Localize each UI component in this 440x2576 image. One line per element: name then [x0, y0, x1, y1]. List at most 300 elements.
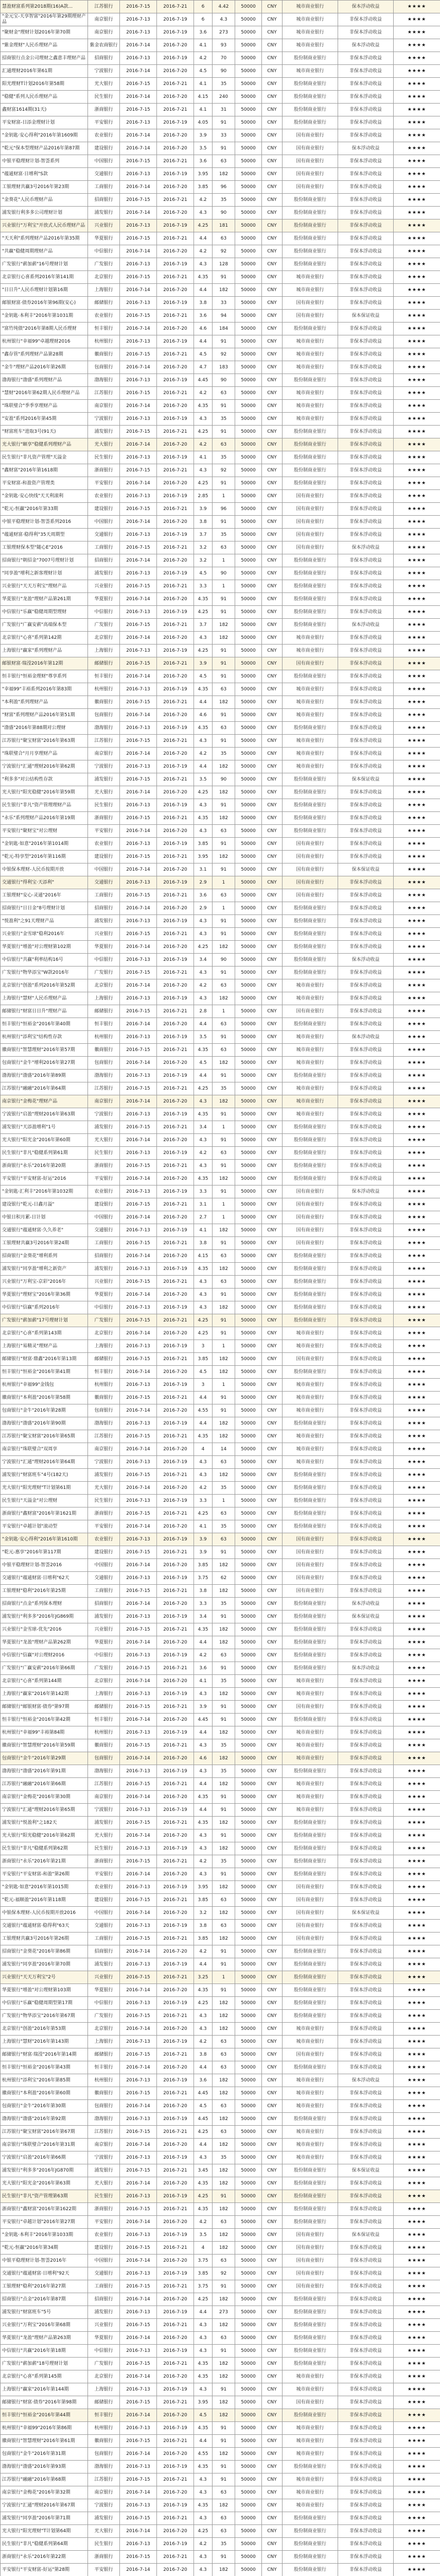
return-type-cell: 非保本浮动收益 — [338, 2473, 394, 2486]
end-date-cell: 2016-7-21 — [157, 851, 194, 863]
min-amount-cell: 50000 — [235, 516, 262, 529]
currency-cell: CNY — [262, 2358, 283, 2370]
bank-cell: 浦发银行 — [88, 426, 120, 438]
end-date-cell: 2016-7-20 — [157, 477, 194, 490]
end-date-cell: 2016-7-19 — [157, 2499, 194, 2512]
bank-cell: 浦发银行 — [88, 915, 120, 928]
product-name-cell: 浦发银行"财富班车"4号(182天) — [1, 1469, 88, 1482]
table-row — [1, 426, 440, 438]
min-amount-cell: 50000 — [235, 1379, 262, 1392]
product-name-cell: 浙商银行"永乐"2016年第21期 — [1, 1855, 88, 1868]
return-type-cell: 非保本浮动收益 — [338, 2383, 394, 2396]
end-date-cell: 2016-7-21 — [157, 2396, 194, 2409]
currency-cell: CNY — [262, 207, 283, 219]
table-row — [1, 387, 440, 400]
bank-cell: 浦发银行 — [88, 1263, 120, 1276]
table-row — [1, 52, 440, 65]
bank-cell: 华夏银行 — [88, 1289, 120, 1301]
bank-cell: 民生银行 — [88, 799, 120, 812]
start-date-cell: 2016-7-14 — [120, 2255, 157, 2267]
product-name-cell: 招商银行"金葵花"增利系列 — [1, 1250, 88, 1263]
table-row — [1, 2538, 440, 2551]
end-date-cell: 2016-7-21 — [157, 1044, 194, 1057]
return-type-cell: 非保本浮动收益 — [338, 1314, 394, 1327]
term-cell: 4.3 — [194, 1688, 213, 1701]
end-date-cell: 2016-7-19 — [157, 1108, 194, 1121]
min-amount-cell: 50000 — [235, 1997, 262, 2010]
min-amount-cell: 50000 — [235, 1778, 262, 1791]
rating-stars: ★★★★ — [394, 1572, 440, 1585]
product-name-cell: 广发银行"物华添宝"W款2016年 — [1, 967, 88, 979]
rate-cell: 35 — [213, 2151, 235, 2164]
bank-type-cell: 国有商业银行 — [283, 1559, 338, 1572]
product-name-cell: "安盈"系列2016年第45期 — [1, 413, 88, 426]
rating-stars: ★★★★ — [394, 1301, 440, 1314]
rating-stars: ★★★★ — [394, 2422, 440, 2435]
term-cell: 4.2 — [194, 2538, 213, 2551]
bank-cell: 包商银行 — [88, 1404, 120, 1417]
term-cell: 3.6 — [194, 155, 213, 168]
table-row — [1, 889, 440, 902]
rating-stars: ★★★★ — [394, 1430, 440, 1443]
return-type-cell: 非保本浮动收益 — [338, 1443, 394, 1456]
start-date-cell: 2016-7-13 — [120, 915, 157, 928]
min-amount-cell: 50000 — [235, 812, 262, 825]
rating-stars: ★★★★ — [394, 838, 440, 851]
return-type-cell: 非保本浮动收益 — [338, 1456, 394, 1469]
table-row — [1, 348, 440, 361]
end-date-cell: 2016-7-19 — [157, 2422, 194, 2435]
rating-stars: ★★★★ — [394, 645, 440, 657]
return-type-cell: 非保本浮动收益 — [338, 1044, 394, 1057]
rate-cell: 91 — [213, 2435, 235, 2448]
product-name-cell: 中银平稳理财计划-智荟系列2016 — [1, 516, 88, 529]
return-type-cell: 非保本浮动收益 — [338, 1263, 394, 1276]
currency-cell: CNY — [262, 657, 283, 670]
rate-cell: 182 — [213, 1353, 235, 1366]
min-amount-cell: 50000 — [235, 2061, 262, 2074]
rating-stars: ★★★★ — [394, 2177, 440, 2190]
bank-cell: 平安银行 — [88, 1520, 120, 1533]
bank-type-cell: 股份制商业银行 — [283, 1495, 338, 1507]
rating-stars: ★★★★ — [394, 335, 440, 348]
rate-cell: 182 — [213, 1842, 235, 1855]
end-date-cell: 2016-7-21 — [157, 1121, 194, 1134]
return-type-cell: 非保本浮动收益 — [338, 2435, 394, 2448]
min-amount-cell: 50000 — [235, 992, 262, 1005]
end-date-cell: 2016-7-21 — [157, 155, 194, 168]
currency-cell: CNY — [262, 2190, 283, 2203]
min-amount-cell: 50000 — [235, 194, 262, 207]
return-type-cell: 非保本浮动收益 — [338, 26, 394, 39]
start-date-cell: 2016-7-15 — [120, 2048, 157, 2061]
table-row — [1, 928, 440, 941]
bank-cell: 广发银行 — [88, 967, 120, 979]
return-type-cell: 非保本浮动收益 — [338, 374, 394, 387]
rate-cell: 1 — [213, 1971, 235, 1984]
end-date-cell: 2016-7-20 — [157, 65, 194, 78]
rating-stars: ★★★★ — [394, 2538, 440, 2551]
end-date-cell: 2016-7-19 — [157, 13, 194, 26]
term-cell: 3.85 — [194, 2267, 213, 2280]
rating-stars: ★★★★ — [394, 2319, 440, 2332]
product-name-cell: 江苏银行"聚宝财富"2016年第65期 — [1, 1430, 88, 1443]
start-date-cell: 2016-7-13 — [120, 799, 157, 812]
start-date-cell: 2016-7-15 — [120, 78, 157, 91]
product-name-cell: "渤盛"2016年第88期对公理财 — [1, 722, 88, 735]
return-type-cell: 保本保证收益 — [338, 2164, 394, 2177]
bank-cell: 杭州银行 — [88, 335, 120, 348]
rate-cell: 35 — [213, 1082, 235, 1095]
rate-cell: 91 — [213, 915, 235, 928]
table-row — [1, 1649, 440, 1662]
start-date-cell: 2016-7-13 — [120, 1649, 157, 1662]
start-date-cell: 2016-7-13 — [120, 1842, 157, 1855]
table-row — [1, 1430, 440, 1443]
table-row — [1, 1688, 440, 1701]
min-amount-cell: 50000 — [235, 413, 262, 426]
rating-stars: ★★★★ — [394, 1714, 440, 1726]
product-name-cell: 中信银行"乐赢"稳健周期型第17期 — [1, 1997, 88, 2010]
bank-type-cell: 城市商业银行 — [283, 632, 338, 645]
return-type-cell: 非保本浮动收益 — [338, 1881, 394, 1894]
table-row — [1, 670, 440, 683]
bank-type-cell: 城市商业银行 — [283, 1752, 338, 1765]
product-name-cell: 汇通理财2016年第61期 — [1, 65, 88, 78]
bank-cell: 北京银行 — [88, 271, 120, 284]
min-amount-cell: 50000 — [235, 1546, 262, 1559]
rate-cell: 182 — [213, 1997, 235, 2010]
bank-cell: 浦发银行 — [88, 1121, 120, 1134]
term-cell: 4.5 — [194, 348, 213, 361]
term-cell: 4.1 — [194, 104, 213, 116]
start-date-cell: 2016-7-14 — [120, 1134, 157, 1147]
bank-cell: 平安银行 — [88, 116, 120, 129]
term-cell: 4.3 — [194, 1765, 213, 1778]
currency-cell: CNY — [262, 194, 283, 207]
return-type-cell: 非保本浮动收益 — [338, 2409, 394, 2422]
table-row — [1, 1623, 440, 1636]
start-date-cell: 2016-7-15 — [120, 348, 157, 361]
product-name-cell: 工银理财"稳利"2016年第25期 — [1, 1585, 88, 1598]
return-type-cell: 非保本浮动收益 — [338, 2023, 394, 2036]
table-row — [1, 361, 440, 374]
min-amount-cell: 50000 — [235, 1765, 262, 1778]
rate-cell: 182 — [213, 1881, 235, 1894]
product-name-cell: 民生银行"非凡"资产管理第63期 — [1, 2190, 88, 2203]
rate-cell: 182 — [213, 2499, 235, 2512]
bank-type-cell: 城市商业银行 — [283, 1726, 338, 1739]
bank-type-cell: 城市商业银行 — [283, 2383, 338, 2396]
bank-cell: 杭州银行 — [88, 2422, 120, 2435]
bank-cell: 中信银行 — [88, 1997, 120, 2010]
end-date-cell: 2016-7-21 — [157, 104, 194, 116]
rate-cell: 35 — [213, 78, 235, 91]
end-date-cell: 2016-7-19 — [157, 2190, 194, 2203]
bank-cell: 江苏银行 — [88, 2126, 120, 2139]
rating-stars: ★★★★ — [394, 142, 440, 155]
start-date-cell: 2016-7-13 — [120, 13, 157, 26]
rating-stars: ★★★★ — [394, 1160, 440, 1173]
rate-cell: 90 — [213, 374, 235, 387]
bank-type-cell: 股份制商业银行 — [283, 967, 338, 979]
currency-cell: CNY — [262, 541, 283, 554]
return-type-cell: 非保本浮动收益 — [338, 1829, 394, 1842]
currency-cell: CNY — [262, 1005, 283, 1018]
bank-cell: 恒丰银行 — [88, 670, 120, 683]
start-date-cell: 2016-7-15 — [120, 619, 157, 632]
rate-cell: 90 — [213, 954, 235, 967]
bank-cell: 交通银行 — [88, 529, 120, 541]
table-row — [1, 760, 440, 773]
rate-cell: 91 — [213, 1237, 235, 1250]
term-cell: 4.35 — [194, 2461, 213, 2473]
rating-stars: ★★★★ — [394, 1804, 440, 1817]
bank-type-cell: 国有商业银行 — [283, 2242, 338, 2255]
rating-stars: ★★★★ — [394, 1533, 440, 1546]
start-date-cell: 2016-7-14 — [120, 1211, 157, 1224]
product-name-cell: 慧盈财富系列第2018期(16)A款... — [1, 1, 88, 13]
rating-stars: ★★★★ — [394, 155, 440, 168]
start-date-cell: 2016-7-13 — [120, 1997, 157, 2010]
end-date-cell: 2016-7-20 — [157, 709, 194, 722]
table-row — [1, 1018, 440, 1031]
product-name-cell: "乾元-惠享"2016年第117期 — [1, 1546, 88, 1559]
min-amount-cell: 50000 — [235, 2306, 262, 2319]
min-amount-cell: 50000 — [235, 2113, 262, 2126]
bank-type-cell: 国有商业银行 — [283, 1533, 338, 1546]
rate-cell: 63 — [213, 825, 235, 838]
table-row — [1, 773, 440, 786]
return-type-cell: 非保本浮动收益 — [338, 2370, 394, 2383]
return-type-cell: 非保本浮动收益 — [338, 709, 394, 722]
product-name-cell: 上海银行"慧财"2016年第143期 — [1, 2036, 88, 2048]
rate-cell: 91 — [213, 799, 235, 812]
bank-cell: 农业银行 — [88, 2229, 120, 2242]
product-name-cell: "金钥匙·安心得利"2016年第1609期 — [1, 129, 88, 142]
return-type-cell: 非保本浮动收益 — [338, 1958, 394, 1971]
table-row — [1, 992, 440, 1005]
currency-cell: CNY — [262, 129, 283, 142]
start-date-cell: 2016-7-14 — [120, 2448, 157, 2461]
rating-stars: ★★★★ — [394, 194, 440, 207]
start-date-cell: 2016-7-13 — [120, 2151, 157, 2164]
term-cell: 3.25 — [194, 1971, 213, 1984]
term-cell: 3.3 — [194, 1185, 213, 1198]
start-date-cell: 2016-7-14 — [120, 1559, 157, 1572]
currency-cell: CNY — [262, 2370, 283, 2383]
rate-cell: 35 — [213, 451, 235, 464]
currency-cell: CNY — [262, 1636, 283, 1649]
table-row — [1, 1314, 440, 1327]
rating-stars: ★★★★ — [394, 1353, 440, 1366]
term-cell: 4.3 — [194, 632, 213, 645]
term-cell: 3.9 — [194, 129, 213, 142]
table-row — [1, 2151, 440, 2164]
currency-cell: CNY — [262, 2151, 283, 2164]
rate-cell: 182 — [213, 2358, 235, 2370]
rate-cell: 91 — [213, 2422, 235, 2435]
min-amount-cell: 50000 — [235, 748, 262, 760]
bank-type-cell: 股份制商业银行 — [283, 464, 338, 477]
currency-cell: CNY — [262, 1057, 283, 1070]
rate-cell: 35 — [213, 748, 235, 760]
end-date-cell: 2016-7-20 — [157, 1791, 194, 1804]
return-type-cell: 非保本浮动收益 — [338, 323, 394, 335]
bank-cell: 光大银行 — [88, 1482, 120, 1495]
return-type-cell: 非保本浮动收益 — [338, 2061, 394, 2074]
start-date-cell: 2016-7-14 — [120, 129, 157, 142]
rating-stars: ★★★★ — [394, 413, 440, 426]
rating-stars: ★★★★ — [394, 2139, 440, 2151]
rate-cell: 63 — [213, 1276, 235, 1289]
bank-type-cell: 股份制商业银行 — [283, 554, 338, 567]
bank-cell: 农业银行 — [88, 838, 120, 851]
table-row — [1, 812, 440, 825]
bank-cell: 宁波银行 — [88, 2499, 120, 2512]
table-row — [1, 1198, 440, 1211]
term-cell: 4.4 — [194, 2061, 213, 2074]
rating-stars: ★★★★ — [394, 2564, 440, 2576]
term-cell: 3.8 — [194, 1237, 213, 1250]
rating-stars: ★★★★ — [394, 2267, 440, 2280]
rate-cell: 63 — [213, 1044, 235, 1057]
currency-cell: CNY — [262, 2139, 283, 2151]
product-name-cell: 招商银行"点金"2016年第87期 — [1, 2293, 88, 2306]
return-type-cell: 非保本浮动收益 — [338, 2113, 394, 2126]
term-cell: 4 — [194, 1443, 213, 1456]
end-date-cell: 2016-7-21 — [157, 967, 194, 979]
rating-stars: ★★★★ — [394, 1469, 440, 1482]
bank-type-cell: 股份制商业银行 — [283, 773, 338, 786]
rating-stars: ★★★★ — [394, 1739, 440, 1752]
bank-type-cell: 股份制商业银行 — [283, 670, 338, 683]
table-row — [1, 1868, 440, 1881]
currency-cell: CNY — [262, 1327, 283, 1340]
rate-cell: 182 — [213, 1559, 235, 1572]
product-name-cell: 广发银行"广赢安薪"高端保本型 — [1, 619, 88, 632]
bank-cell: 农业银行 — [88, 129, 120, 142]
term-cell: 4.25 — [194, 1507, 213, 1520]
table-row — [1, 1881, 440, 1894]
rating-stars: ★★★★ — [394, 902, 440, 915]
term-cell: 4.35 — [194, 1173, 213, 1185]
bank-type-cell: 城市商业银行 — [283, 709, 338, 722]
bank-cell: 浦发银行 — [88, 1469, 120, 1482]
table-row — [1, 1829, 440, 1842]
product-name-cell: 浦发银行"利多多"2016年JG870期 — [1, 2164, 88, 2177]
return-type-cell: 保本浮动收益 — [338, 954, 394, 967]
term-cell: 3.2 — [194, 1907, 213, 1920]
term-cell: 3.8 — [194, 1585, 213, 1598]
table-row — [1, 2461, 440, 2473]
min-amount-cell: 50000 — [235, 2538, 262, 2551]
rating-stars: ★★★★ — [394, 2074, 440, 2087]
rating-stars: ★★★★ — [394, 2151, 440, 2164]
currency-cell: CNY — [262, 1495, 283, 1507]
bank-cell: 上海银行 — [88, 2383, 120, 2396]
min-amount-cell: 50000 — [235, 361, 262, 374]
product-name-cell: "金钥匙·汇利丰"2016年第1032期 — [1, 1185, 88, 1198]
end-date-cell: 2016-7-20 — [157, 2370, 194, 2383]
start-date-cell: 2016-7-13 — [120, 258, 157, 271]
rating-stars: ★★★★ — [394, 2242, 440, 2255]
product-name-cell: "金钥匙·本利丰"2016年第1031期 — [1, 310, 88, 323]
min-amount-cell: 50000 — [235, 2216, 262, 2229]
bank-cell: 浦发银行 — [88, 1611, 120, 1623]
start-date-cell: 2016-7-14 — [120, 1829, 157, 1842]
start-date-cell: 2016-7-14 — [120, 1520, 157, 1533]
return-type-cell: 非保本浮动收益 — [338, 2525, 394, 2538]
return-type-cell: 非保本浮动收益 — [338, 1070, 394, 1082]
bank-type-cell: 股份制商业银行 — [283, 580, 338, 593]
start-date-cell: 2016-7-15 — [120, 2512, 157, 2525]
return-type-cell: 非保本浮动收益 — [338, 1649, 394, 1662]
rate-cell: 91 — [213, 271, 235, 284]
bank-type-cell: 股份制商业银行 — [283, 1984, 338, 1997]
return-type-cell: 非保本浮动收益 — [338, 748, 394, 760]
end-date-cell: 2016-7-20 — [157, 1984, 194, 1997]
bank-cell: 中国银行 — [88, 155, 120, 168]
return-type-cell: 保本保证收益 — [338, 1611, 394, 1623]
rating-stars: ★★★★ — [394, 400, 440, 413]
term-cell: 4.35 — [194, 722, 213, 735]
product-name-cell: "鑫存管"系列理财产品第28期 — [1, 348, 88, 361]
table-row — [1, 1984, 440, 1997]
rating-stars: ★★★★ — [394, 593, 440, 606]
table-row — [1, 2564, 440, 2576]
return-type-cell: 保本浮动收益 — [338, 1662, 394, 1675]
return-type-cell: 非保本浮动收益 — [338, 413, 394, 426]
rate-cell: 63 — [213, 387, 235, 400]
min-amount-cell: 50000 — [235, 1804, 262, 1817]
product-name-cell: 徽商银行"智慧理财"2016年第59期 — [1, 1739, 88, 1752]
end-date-cell: 2016-7-20 — [157, 1095, 194, 1108]
table-row — [1, 1546, 440, 1559]
table-row — [1, 78, 440, 91]
rating-stars: ★★★★ — [394, 1933, 440, 1945]
rating-stars: ★★★★ — [394, 760, 440, 773]
rate-cell: 35 — [213, 1855, 235, 1868]
product-name-cell: 工银理财共赢3号2016年第23期 — [1, 181, 88, 194]
return-type-cell: 非保本浮动收益 — [338, 2100, 394, 2113]
bank-type-cell: 股份制商业银行 — [283, 438, 338, 451]
currency-cell: CNY — [262, 760, 283, 773]
bank-type-cell: 股份制商业银行 — [283, 941, 338, 954]
rate-cell: 91 — [213, 1070, 235, 1082]
term-cell: 4.45 — [194, 2113, 213, 2126]
term-cell: 4.6 — [194, 1752, 213, 1765]
rate-cell: 63 — [213, 2100, 235, 2113]
table-row — [1, 851, 440, 863]
return-type-cell: 保本浮动收益 — [338, 619, 394, 632]
return-type-cell: 非保本浮动收益 — [338, 2306, 394, 2319]
end-date-cell: 2016-7-21 — [157, 1546, 194, 1559]
return-type-cell: 非保本浮动收益 — [338, 1971, 394, 1984]
start-date-cell: 2016-7-13 — [120, 1495, 157, 1507]
start-date-cell: 2016-7-15 — [120, 1585, 157, 1598]
rate-cell: 91 — [213, 838, 235, 851]
product-name-cell: 兴业银行"万利宝"开放式人民币理财产品 — [1, 219, 88, 232]
term-cell: 4.3 — [194, 1829, 213, 1842]
product-name-cell: "金元宝-天享智富"2016年第29期理财产品 — [1, 13, 88, 26]
term-cell: 4.3 — [194, 735, 213, 748]
currency-cell: CNY — [262, 310, 283, 323]
rating-stars: ★★★★ — [394, 2409, 440, 2422]
rating-stars: ★★★★ — [394, 1649, 440, 1662]
end-date-cell: 2016-7-20 — [157, 1945, 194, 1958]
currency-cell: CNY — [262, 39, 283, 52]
